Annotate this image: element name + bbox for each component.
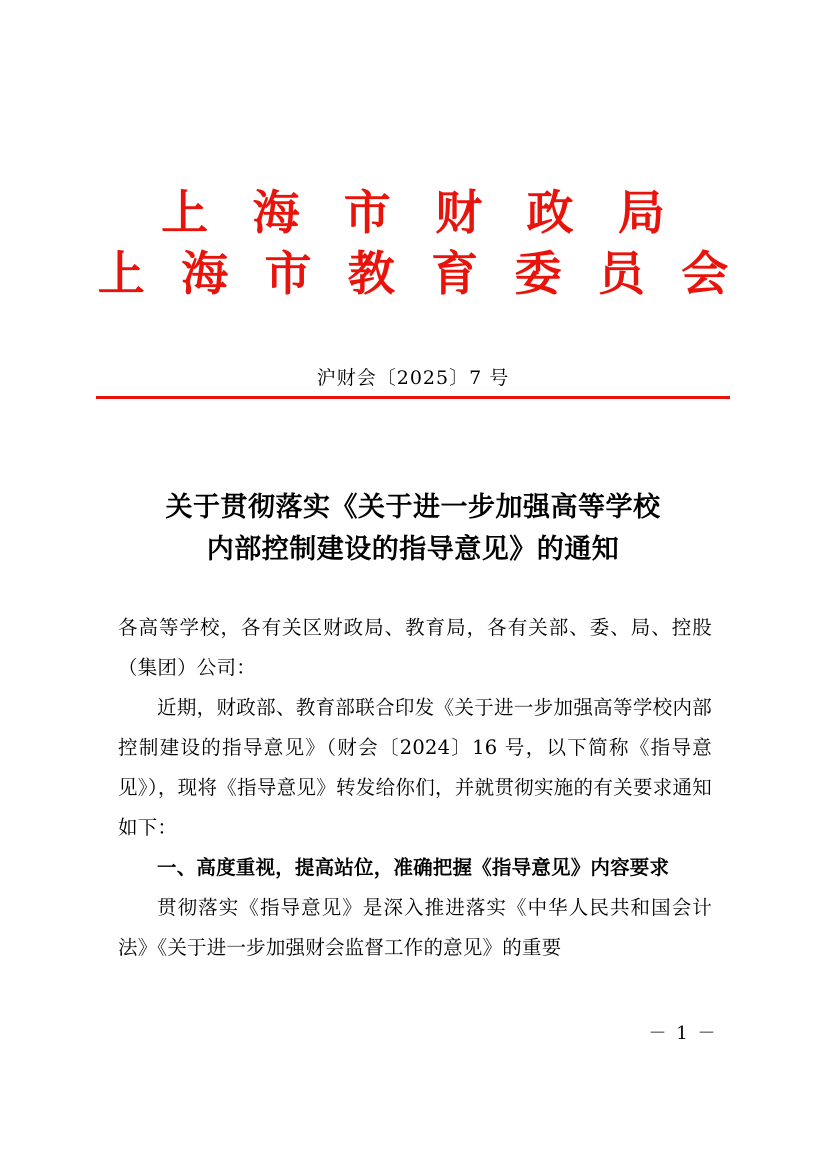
body-paragraph-1: 近期，财政部、教育部联合印发《关于进一步加强高等学校内部控制建设的指导意见》（财会〔2024〕16 号，以下简称《指导意见》），现将《指导意见》转发给你们，并就贯彻实施的有关要求通知如下： [118,696,712,839]
document-body [118,608,712,968]
body-heading-1: 一、高度重视，提高站位，准确把握《指导意见》内容要求 [157,856,670,879]
page-title-line-2: 内部控制建设的指导意见》的通知 [206,533,620,565]
letterhead [0,186,826,303]
addressee-paragraph: 各高等学校，各有关区财政局、教育局，各有关部、委、局、控股（集团）公司： [118,616,712,679]
body-paragraph-2: 贯彻落实《指导意见》是深入推进落实《中华人民共和国会计法》《关于进一步加强财会监督工作的意见》的重要 [118,896,712,959]
letterhead-line-2: 上 海 市 教 育 委 员 会 [97,247,739,303]
page-title [113,487,713,571]
page-number: － 1 － [648,1023,718,1044]
letterhead-line-1: 上 海 市 财 政 局 [161,186,679,241]
red-divider-rule [96,396,730,399]
page-title-line-1: 关于贯彻落实《关于进一步加强高等学校 [165,492,661,523]
document-number: 沪财会〔2025〕7 号 [316,367,510,389]
